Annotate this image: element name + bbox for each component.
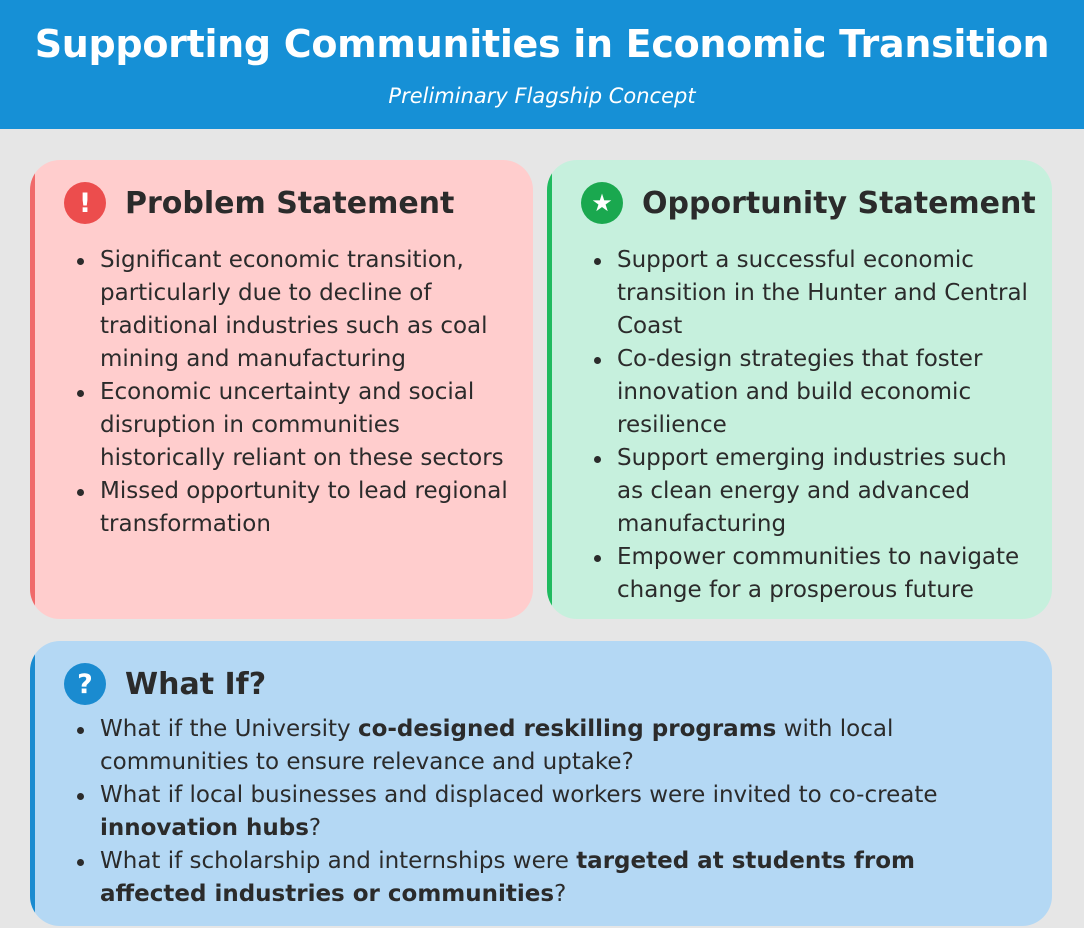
text: What if scholarship and internships were xyxy=(100,848,577,874)
list-item: Co-design strategies that foster innovation and build economic resilience xyxy=(585,343,1035,442)
list-item: Missed opportunity to lead regional transformation xyxy=(68,475,508,541)
list-item: Economic uncertainty and social disruption in communities historically reliant on these sectors xyxy=(68,376,508,475)
problem-list xyxy=(68,244,508,541)
card-header xyxy=(581,182,1036,224)
page-subtitle: Preliminary Flagship Concept xyxy=(388,84,696,108)
card-accent-bar xyxy=(30,641,35,926)
card-header xyxy=(64,663,266,705)
text: What if the University xyxy=(100,716,358,742)
list-item xyxy=(68,713,1018,779)
list-item: Significant economic transition, particularly due to decline of traditional industries such as coal mining and manufacturing xyxy=(68,244,508,376)
list-item xyxy=(68,845,1018,911)
text: What if local businesses and displaced workers were invited to co-create xyxy=(100,782,938,808)
header-banner xyxy=(0,0,1084,129)
card-title: Problem Statement xyxy=(125,185,455,221)
card-accent-bar xyxy=(30,160,35,619)
emphasis: co-designed reskilling programs xyxy=(357,716,777,742)
text: ? xyxy=(554,881,567,907)
emphasis: targeted at students from affected industries or communities xyxy=(100,848,915,907)
card-title: Opportunity Statement xyxy=(642,185,1036,221)
card-title: What If? xyxy=(125,666,267,702)
list-item: Empower communities to navigate change for a prosperous future xyxy=(585,541,1035,607)
page-title: Supporting Communities in Economic Transition xyxy=(34,22,1050,66)
card-accent-bar xyxy=(547,160,552,619)
list-item: Support emerging industries such as clean energy and advanced manufacturing xyxy=(585,442,1035,541)
star-icon: ★ xyxy=(581,182,623,224)
what-if-card xyxy=(30,641,1052,926)
opportunity-list xyxy=(585,244,1035,607)
card-header xyxy=(64,182,454,224)
emphasis: innovation hubs xyxy=(100,815,309,841)
opportunity-statement-card xyxy=(547,160,1052,619)
problem-statement-card xyxy=(30,160,533,619)
text: ? xyxy=(308,815,322,841)
list-item: Support a successful economic transition in the Hunter and Central Coast xyxy=(585,244,1035,343)
question-icon: ? xyxy=(64,663,106,705)
text: with local communities to ensure relevance and uptake? xyxy=(100,716,894,775)
list-item xyxy=(68,779,1018,845)
exclamation-icon: ! xyxy=(64,182,106,224)
what-if-list xyxy=(68,713,1018,911)
